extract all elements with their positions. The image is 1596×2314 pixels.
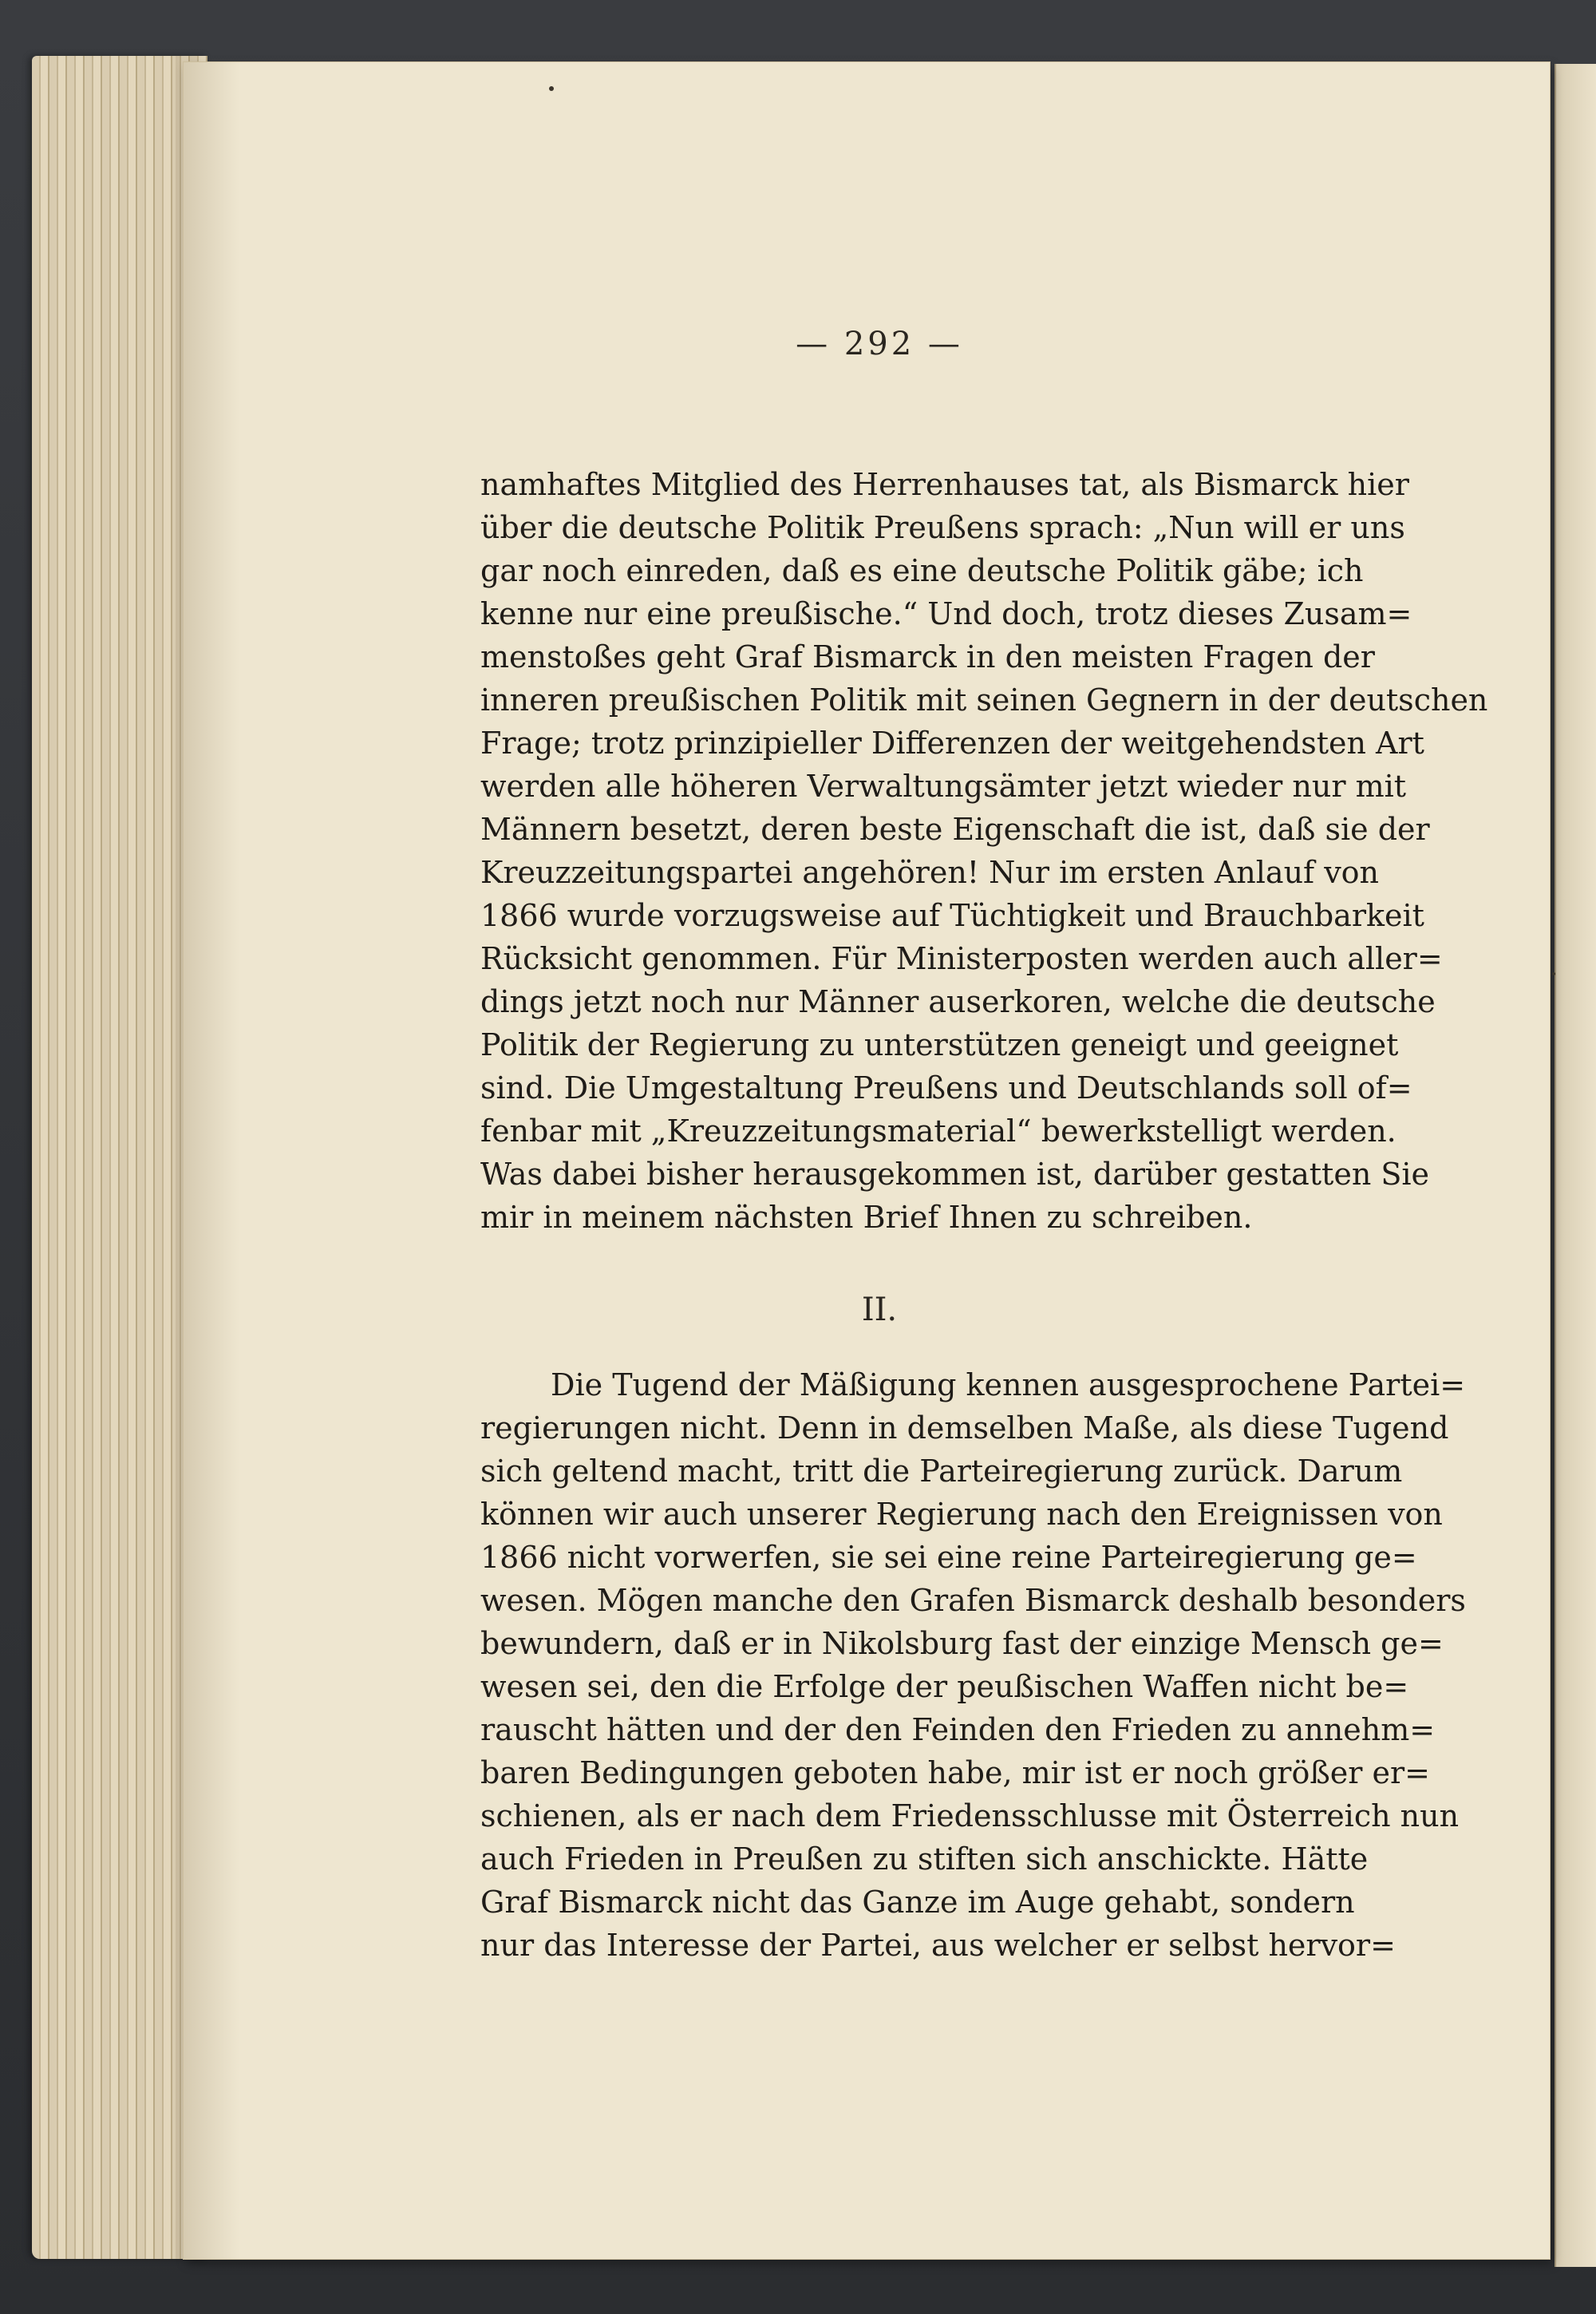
text-line: fenbar mit „Kreuzzeitungsmaterial“ bewerkstelligt werden. <box>480 1113 1396 1149</box>
text-line: 1866 nicht vorwerfen, sie sei eine reine Parteiregierung ge= <box>480 1540 1417 1575</box>
text-line: Politik der Regierung zu unterstützen geneigt und geeignet <box>480 1027 1399 1062</box>
paragraph-2 <box>480 1363 1466 1967</box>
text-line: schienen, als er nach dem Friedensschlusse mit Österreich nun <box>480 1798 1460 1833</box>
text-line: Kreuzzeitungspartei angehören! Nur im ersten Anlauf von <box>480 855 1380 890</box>
text-line: mir in meinem nächsten Brief Ihnen zu schreiben. <box>480 1200 1253 1235</box>
text-line: dings jetzt noch nur Männer auserkoren, welche die deutsche <box>480 984 1436 1019</box>
text-line: über die deutsche Politik Preußens sprach: „Nun will er uns <box>480 510 1405 545</box>
text-line: sich geltend macht, tritt die Parteiregierung zurück. Darum <box>480 1454 1403 1489</box>
text-line: sind. Die Umgestaltung Preußens und Deutschlands soll of= <box>480 1070 1412 1106</box>
text-line: nur das Interesse der Partei, aus welcher er selbst hervor= <box>480 1928 1396 1963</box>
text-line: baren Bedingungen geboten habe, mir ist er noch größer er= <box>480 1755 1430 1790</box>
text-line: können wir auch unserer Regierung nach den Ereignissen von <box>480 1497 1443 1532</box>
text-line: menstoßes geht Graf Bismarck in den meisten Fragen der <box>480 639 1375 674</box>
text-line: Graf Bismarck nicht das Ganze im Auge gehabt, sondern <box>480 1885 1355 1920</box>
text-line: Frage; trotz prinzipieller Differenzen der weitgehendsten Art <box>480 726 1424 761</box>
book-page <box>184 62 1550 2259</box>
text-line: 1866 wurde vorzugsweise auf Tüchtigkeit und Brauchbarkeit <box>480 898 1424 933</box>
page-number: — 292 — <box>796 326 963 362</box>
text-line: bewundern, daß er in Nikolsburg fast der einzige Mensch ge= <box>480 1626 1444 1661</box>
text-line: Rücksicht genommen. Für Ministerposten werden auch aller= <box>480 941 1443 976</box>
text-line: auch Frieden in Preußen zu stiften sich anschickte. Hätte <box>480 1841 1369 1877</box>
text-line: namhaftes Mitglied des Herrenhauses tat, als Bismarck hier <box>480 467 1409 502</box>
paragraph-1 <box>480 463 1488 1239</box>
adjacent-page-edge <box>1555 64 1596 2267</box>
book-page-edges <box>32 56 207 2259</box>
text-line: regierungen nicht. Denn in demselben Maße, als diese Tugend <box>480 1410 1449 1446</box>
paper-speck <box>1552 972 1555 975</box>
text-line: wesen sei, den die Erfolge der peußischen Waffen nicht be= <box>480 1669 1409 1704</box>
text-line: kenne nur eine preußische.“ Und doch, trotz dieses Zusam= <box>480 596 1412 631</box>
text-line: inneren preußischen Politik mit seinen Gegnern in der deutschen <box>480 682 1488 718</box>
text-line: Die Tugend der Mäßigung kennen ausgesprochene Partei= <box>551 1367 1466 1402</box>
text-line: Was dabei bisher herausgekommen ist, darüber gestatten Sie <box>480 1157 1430 1192</box>
text-line: werden alle höheren Verwaltungsämter jetzt wieder nur mit <box>480 769 1407 804</box>
text-line: gar noch einreden, daß es eine deutsche Politik gäbe; ich <box>480 553 1364 588</box>
paper-speck <box>549 86 554 91</box>
text-line: Männern besetzt, deren beste Eigenschaft die ist, daß sie der <box>480 812 1430 847</box>
section-heading: II. <box>861 1291 898 1328</box>
text-line: wesen. Mögen manche den Grafen Bismarck deshalb besonders <box>480 1583 1466 1618</box>
text-line: rauscht hätten und der den Feinden den Frieden zu annehm= <box>480 1712 1436 1747</box>
